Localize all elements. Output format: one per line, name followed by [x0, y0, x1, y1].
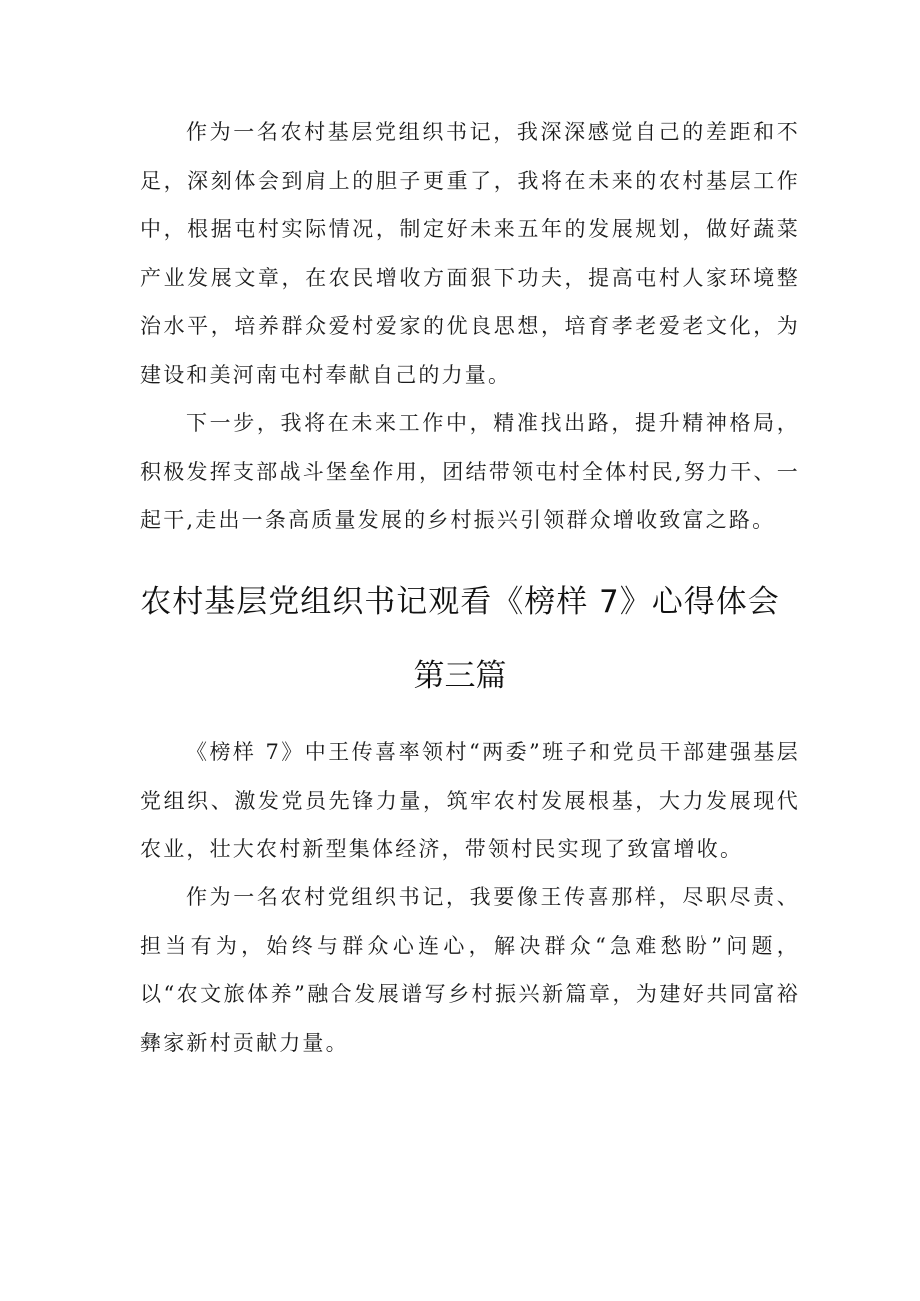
body-paragraph-4: 作为一名农村党组织书记，我要像王传喜那样，尽职尽责、担当有为，始终与群众心连心，解决群众“急难愁盼”问题，以“农文旅体养”融合发展谱写乡村振兴新篇章，为建好共同富裕彝家新村贡献力量。 [140, 885, 800, 1055]
body-paragraph-1: 作为一名农村基层党组织书记，我深深感觉自己的差距和不足，深刻体会到肩上的胆子更重了，我将在未来的农村基层工作中，根据屯村实际情况，制定好未来五年的发展规划，做好蔬菜产业发展文章，在农民增收方面狠下功夫，提高屯村人家环境整治水平，培养群众爱村爱家的优良思想，培育孝老爱老文化，为建设和美河南屯村奉献自己的力量。 [140, 120, 800, 387]
section-title-line-1: 农村基层党组织书记观看《榜样 7》心得体会 [140, 584, 780, 620]
body-paragraph-2: 下一步，我将在未来工作中，精准找出路，提升精神格局，积极发挥支部战斗堡垒作用，团结带领屯村全体村民,努力干、一起干,走出一条高质量发展的乡村振兴引领群众增收致富之路。 [140, 411, 800, 533]
body-paragraph-3: 《榜样 7》中王传喜率领村“两委”班子和党员干部建强基层党组织、激发党员先锋力量，筑牢农村发展根基，大力发展现代农业，壮大农村新型集体经济，带领村民实现了致富增收。 [140, 740, 800, 862]
section-title-line-2: 第三篇 [413, 658, 507, 694]
